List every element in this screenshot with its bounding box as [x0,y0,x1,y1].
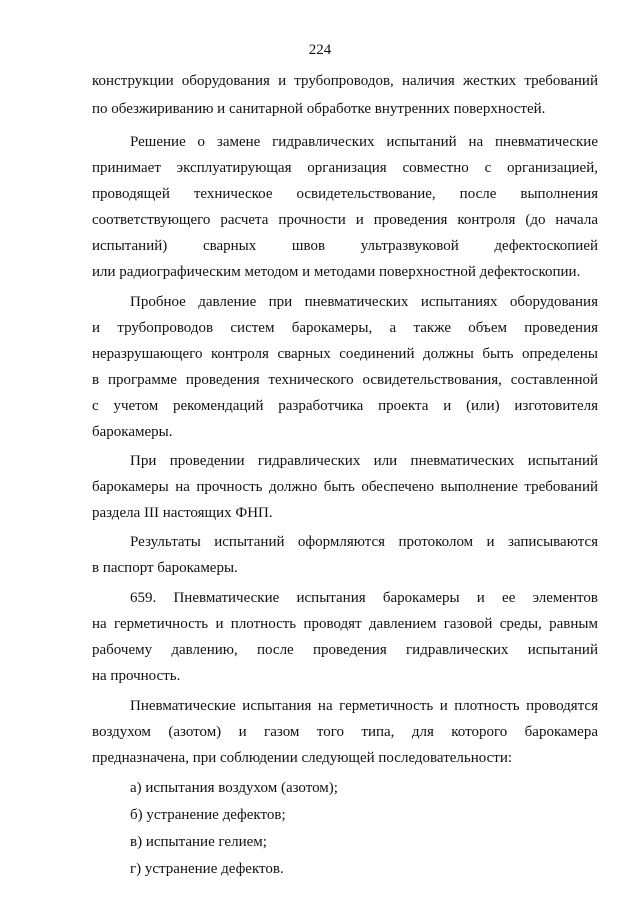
text-line: на прочность. [92,668,181,684]
text-line: или радиографическим методом и методами поверхностной дефектоскопии. [92,264,581,280]
list-item: в) испытание гелием; [130,834,267,850]
text-line: конструкции оборудования и трубопроводов, наличия жестких требований [92,73,598,89]
text-line: испытаний) сварных швов ультразвуковой дефектоскопией [92,238,598,254]
text-line: с учетом рекомендаций разработчика проекта и (или) изготовителя [92,398,598,414]
text-line: барокамеры. [92,424,173,440]
list-item: а) испытания воздухом (азотом); [130,780,338,796]
list-item: б) устранение дефектов; [130,807,286,823]
text-line: При проведении гидравлических или пневматических испытаний [130,453,598,469]
text-line: Решение о замене гидравлических испытаний на пневматические [130,134,598,150]
text-line: рабочему давлению, после проведения гидравлических испытаний [92,642,598,658]
text-line: 659. Пневматические испытания барокамеры и ее элементов [130,590,598,606]
page-number: 224 [308,42,332,58]
text-line: в паспорт барокамеры. [92,560,238,576]
text-line: барокамеры на прочность должно быть обеспечено выполнение требований [92,479,598,495]
text-line: предназначена, при соблюдении следующей последовательности: [92,750,513,766]
text-line: неразрушающего контроля сварных соединений должны быть определены [92,346,598,362]
text-line: Пневматические испытания на герметичность и плотность проводятся [130,698,598,714]
text-line: проводящей техническое освидетельствование, после выполнения [92,186,598,202]
text-line: и трубопроводов систем барокамеры, а также объем проведения [92,320,598,336]
text-line: воздухом (азотом) и газом того типа, для которого барокамера [92,724,598,740]
text-line: раздела III настоящих ФНП. [92,505,273,521]
text-line: Результаты испытаний оформляются протоколом и записываются [130,534,598,550]
text-line: Пробное давление при пневматических испытаниях оборудования [130,294,598,310]
text-line: по обезжириванию и санитарной обработке внутренних поверхностей. [92,101,546,117]
text-line: на герметичность и плотность проводят давлением газовой среды, равным [92,616,598,632]
text-line: соответствующего расчета прочности и проведения контроля (до начала [92,212,598,228]
list-item: г) устранение дефектов. [130,861,284,877]
text-line: в программе проведения технического освидетельствования, составленной [92,372,598,388]
text-line: принимает эксплуатирующая организация совместно с организацией, [92,160,598,176]
